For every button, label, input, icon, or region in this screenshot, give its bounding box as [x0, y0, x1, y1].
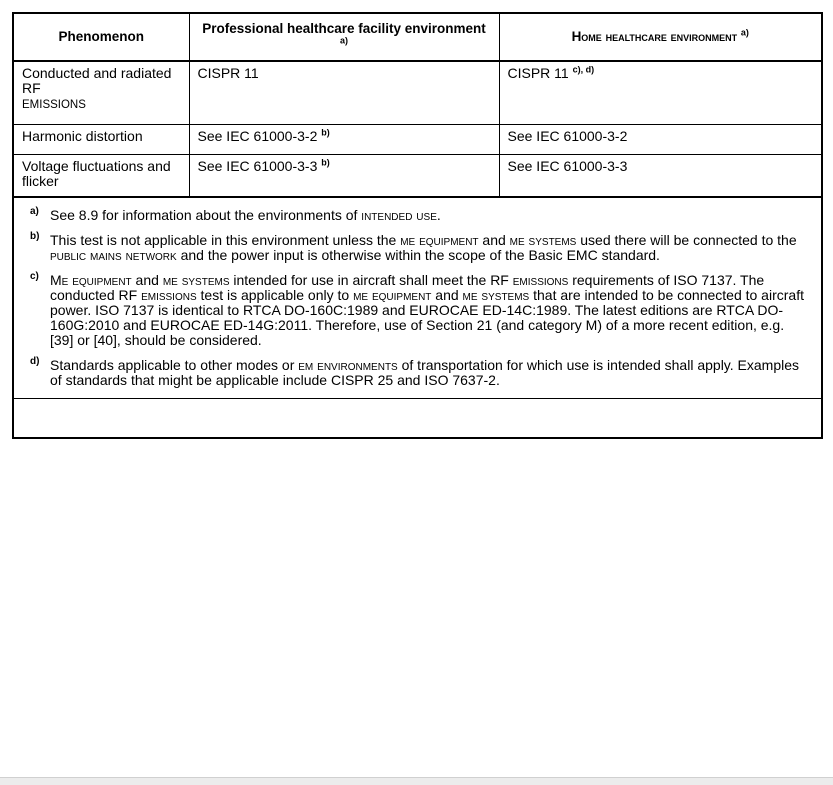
footnote-text-part: and: [131, 272, 163, 288]
footnote-text-part: requirements of ISO 7137. The conducted RF: [50, 272, 765, 303]
defined-term: intended use: [361, 207, 437, 223]
cell-home: See IEC 61000-3-2: [499, 125, 821, 155]
footnote-text-part: and: [478, 232, 510, 248]
footnote-text-part: used there will be connected to the: [576, 232, 797, 248]
table-row: [14, 61, 821, 125]
table-header-row: [14, 14, 821, 61]
cell-home: CISPR 11 $^{c), d)}$: [499, 61, 821, 125]
defined-term: Me equipment: [50, 272, 132, 288]
defined-term: em environments: [298, 357, 398, 373]
cell-phenomenon: Conducted and radiated RF EMISSIONS: [14, 61, 189, 125]
footnotes: [22, 202, 813, 394]
footnote-mark: c): [30, 271, 39, 282]
defined-term: emissions: [512, 272, 569, 288]
header-home: Home healthcare environment $^{a)}$: [499, 14, 821, 61]
footnote: [30, 273, 805, 348]
notes-cell: [14, 197, 821, 399]
defined-term: emissions: [141, 287, 197, 303]
footnote-text-part: This test is not applicable in this environment unless the: [50, 232, 401, 248]
cell-phenomenon: Harmonic distortion: [14, 125, 189, 155]
defined-term: me equipment: [400, 232, 479, 248]
footnote-text: [50, 273, 805, 348]
cell-professional: See IEC 61000-3-3 $^{b)}$: [189, 155, 499, 198]
emissions-table: [12, 12, 823, 439]
footnote-text-part: See 8.9 for information about the environments of: [50, 207, 362, 223]
cell-professional: See IEC 61000-3-2 $^{b)}$: [189, 125, 499, 155]
cell-professional: CISPR 11: [189, 61, 499, 125]
footnote-mark: d): [30, 356, 40, 367]
table-row: [14, 125, 821, 155]
cell-home: See IEC 61000-3-3: [499, 155, 821, 198]
footnote-text: [50, 208, 805, 223]
footnote: [30, 233, 805, 263]
footnote-text: [50, 233, 805, 263]
defined-term: me equipment: [353, 287, 432, 303]
footnote-text-part: and: [431, 287, 463, 303]
header-phenomenon: Phenomenon: [14, 14, 189, 61]
defined-term: me systems: [162, 272, 230, 288]
defined-term: me systems: [509, 232, 577, 248]
table-row: [14, 155, 821, 198]
footnote-text-part: that are intended to be connected to aircraft power. ISO 7137 is identical to RTCA DO-160C:1989 and EUROCAE ED-14C:1989. The latest editions are RTCA DO-160G:2010 and EUROCAE ED-14G:2011. Therefore, use of Section 21 (and category M) of a more recent edition, e.g. [39] or [40], should be considered.: [50, 287, 804, 348]
footnote: [30, 208, 805, 223]
footnote: [30, 358, 805, 388]
notes-row: [14, 197, 821, 399]
cell-phenomenon: Voltage fluctuations and flicker: [14, 155, 189, 198]
footnote-mark: b): [30, 231, 40, 242]
footnote-text-part: test is applicable only to: [196, 287, 354, 303]
defined-term: me systems: [462, 287, 530, 303]
footnote-text-part: Standards applicable to other modes or: [50, 357, 299, 373]
emissions-table-grid: [14, 14, 821, 399]
defined-term: public mains network: [50, 247, 177, 263]
footnote-text-part: .: [436, 207, 441, 223]
footnote-text-part: and the power input is otherwise within the scope of the Basic EMC standard.: [176, 247, 660, 263]
footnote-text-part: intended for use in aircraft shall meet the RF: [229, 272, 513, 288]
footnote-mark: a): [30, 206, 39, 217]
footnote-text: [50, 358, 805, 388]
header-professional: Professional healthcare facility environment $^{a)}$: [189, 14, 499, 61]
footnote-text-part: of transportation for which use is intended shall apply. Examples of standards that might be applicable include CISPR 25 and ISO 7637-2.: [50, 357, 800, 388]
